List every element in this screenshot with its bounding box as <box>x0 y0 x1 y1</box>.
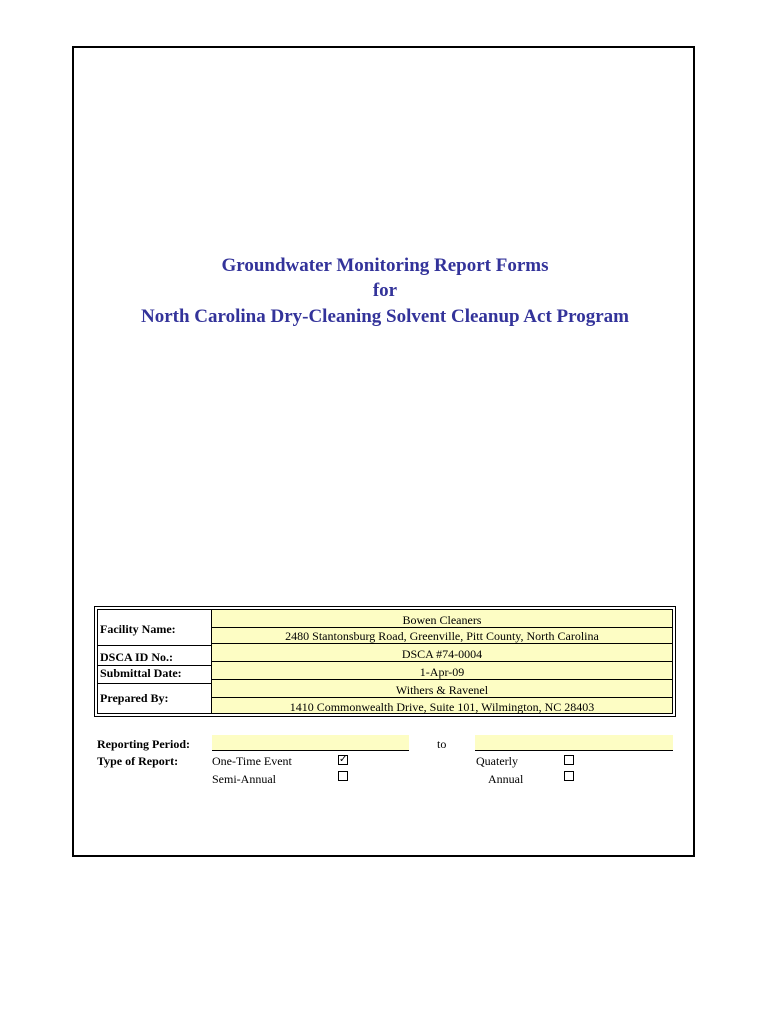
preparer-address-value[interactable]: 1410 Commonwealth Drive, Suite 101, Wilmington, NC 28403 <box>289 700 595 714</box>
quarterly-checkbox[interactable] <box>564 755 574 765</box>
one-time-event-checkbox[interactable]: ✓ <box>339 754 348 765</box>
to-label: to <box>437 737 447 751</box>
facility-name-label: Facility Name: <box>100 622 176 636</box>
dsca-id-value[interactable]: DSCA #74-0004 <box>212 646 672 662</box>
report-title: Groundwater Monitoring Report Forms <box>221 255 549 276</box>
values-column <box>212 610 672 713</box>
program-title: North Carolina Dry-Cleaning Solvent Cleanup Act Program <box>140 306 629 327</box>
labels-column <box>98 610 212 713</box>
one-time-event-label: One-Time Event <box>212 754 292 768</box>
facility-name-value[interactable]: Bowen Cleaners <box>212 612 672 628</box>
submittal-date-label: Submittal Date: <box>100 666 182 680</box>
semi-annual-checkbox[interactable] <box>338 771 348 781</box>
prepared-by-value[interactable]: Withers & Ravenel <box>212 682 672 698</box>
annual-checkbox[interactable] <box>564 771 574 781</box>
period-from-field[interactable] <box>212 735 409 751</box>
report-title-for: for <box>372 280 398 301</box>
facility-address-value[interactable]: 2480 Stantonsburg Road, Greenville, Pitt County, North Carolina <box>212 628 672 644</box>
period-to-field[interactable] <box>475 735 673 751</box>
submittal-date-value[interactable]: 1-Apr-09 <box>212 664 672 680</box>
prepared-by-label: Prepared By: <box>100 691 169 705</box>
quarterly-label: Quaterly <box>476 754 518 768</box>
reporting-period-label: Reporting Period: <box>97 737 190 751</box>
annual-label: Annual <box>488 772 524 786</box>
semi-annual-label: Semi-Annual <box>212 772 276 786</box>
type-of-report-label: Type of Report: <box>97 754 179 768</box>
facility-info-table <box>94 606 676 717</box>
dsca-id-label: DSCA ID No.: <box>100 650 174 664</box>
